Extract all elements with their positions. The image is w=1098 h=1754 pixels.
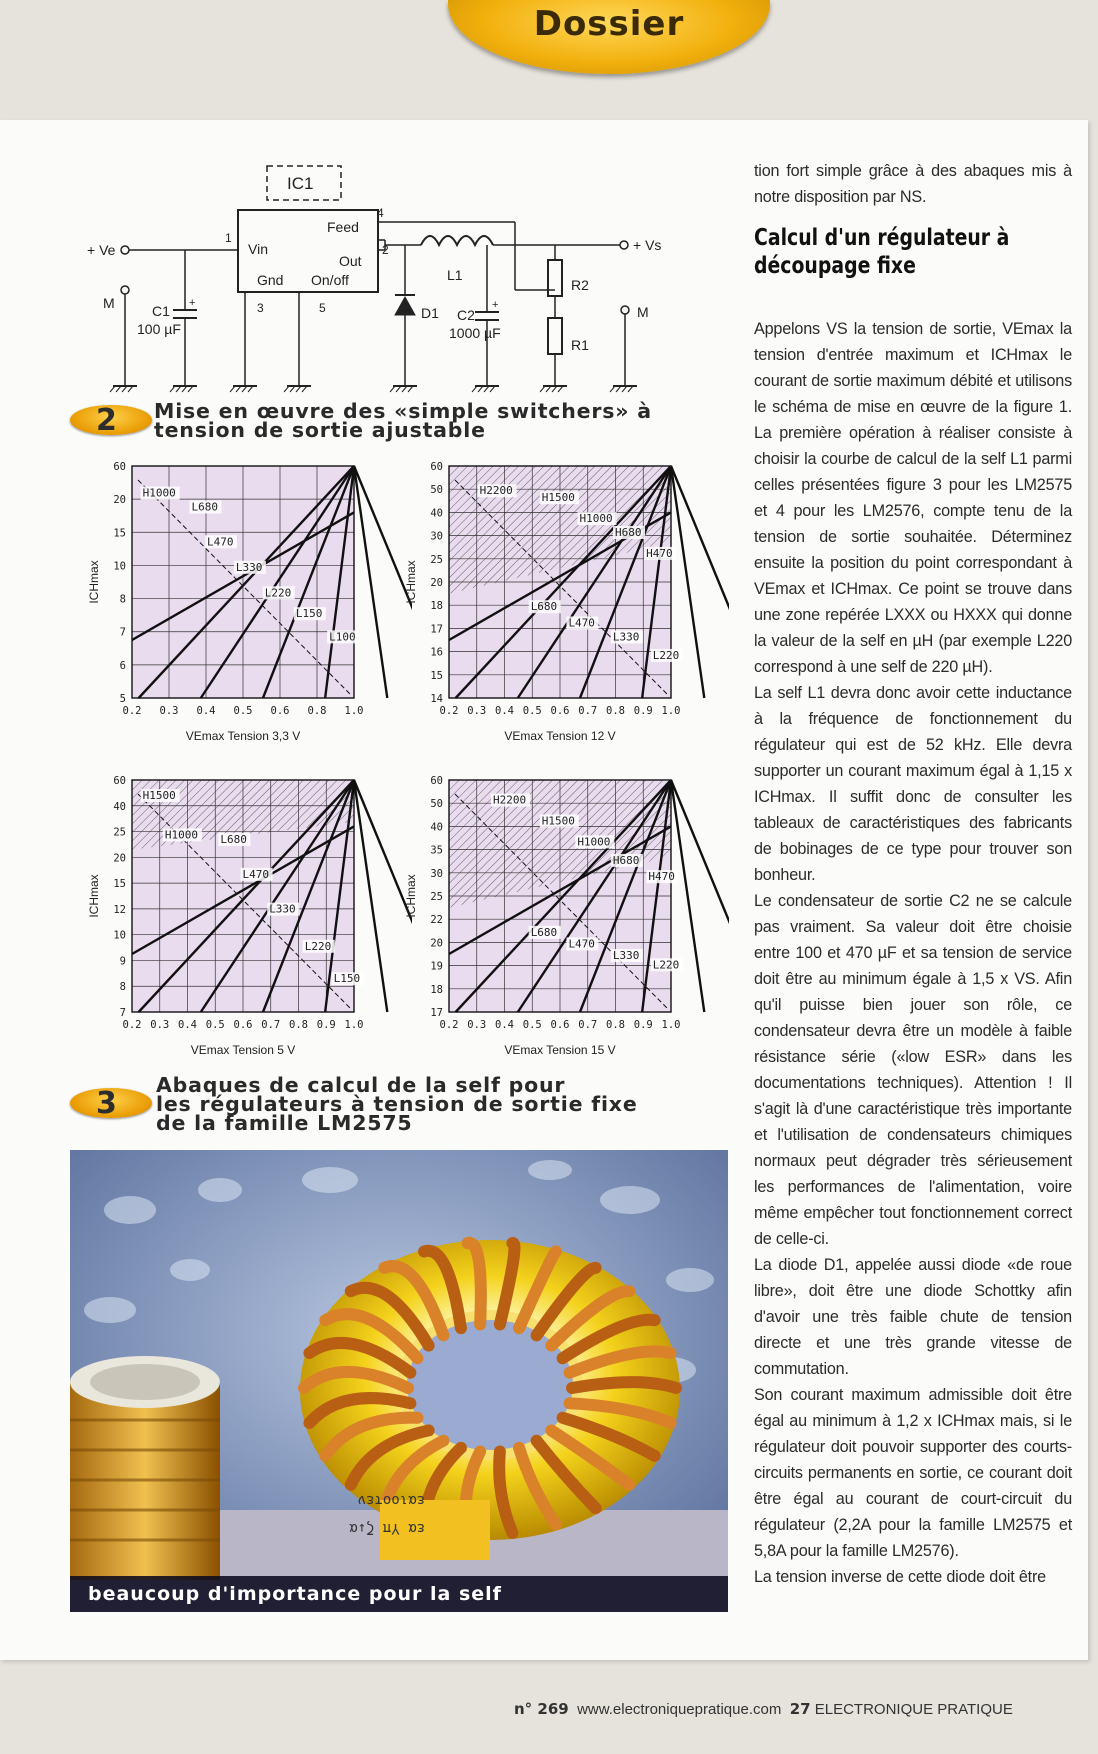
paragraph-4: La diode D1, appelée aussi diode «de roue libre», doit être une diode Schottky afin d'avoir une très faible chute de tension directe et une très grande vitesse de commutation. <box>754 1256 1072 1378</box>
title-line1: Calcul d'un régulateur à <box>754 225 1010 251</box>
article-body <box>754 316 1072 1590</box>
pin1-number: 1 <box>225 231 232 245</box>
chart-12v <box>403 454 729 754</box>
x-tick-label: 0.7 <box>578 705 598 717</box>
y-tick-label: 20 <box>113 494 126 507</box>
figure3-caption <box>156 1073 638 1135</box>
x-tick-label: 0.7 <box>578 1019 598 1031</box>
footer-url: www.electroniquepratique.com <box>577 1701 782 1718</box>
photo-caption: beaucoup d'importance pour la self <box>70 1576 728 1612</box>
y-tick-label: 17 <box>430 623 443 636</box>
zone-label: L470 <box>207 535 234 549</box>
chart-3v3 <box>86 454 412 754</box>
x-tick-label: 0.4 <box>495 1019 514 1031</box>
y-axis-title: ICHmax <box>87 874 101 918</box>
x-tick-label: 0.2 <box>439 1019 459 1031</box>
x-tick-label: 0.6 <box>270 705 290 717</box>
y-tick-label: 7 <box>119 626 126 639</box>
pin-gnd-label: Gnd <box>257 272 284 288</box>
paragraph-6: La tension inverse de cette diode doit être <box>754 1568 1046 1586</box>
pin5-number: 5 <box>319 301 326 315</box>
zone-label: L150 <box>333 972 361 986</box>
component-marking-1: εαιοοτεν <box>357 1492 425 1508</box>
y-tick-label: 30 <box>430 867 443 880</box>
y-tick-label: 25 <box>430 891 443 903</box>
x-tick-label: 1.0 <box>661 1019 681 1031</box>
y-tick-label: 35 <box>430 844 443 857</box>
y-tick-label: 8 <box>119 981 126 994</box>
y-tick-label: 20 <box>113 852 126 865</box>
zone-label: H680 <box>612 853 640 867</box>
c2-plus: + <box>492 299 499 311</box>
zone-label: L220 <box>652 958 680 972</box>
zone-label: L220 <box>304 939 332 953</box>
y-axis-title: ICHmax <box>404 560 418 604</box>
x-tick-label: 1.0 <box>344 705 364 717</box>
paragraph-5: Son courant maximum admissible doit être égal au minimum à 1,2 x ICHmax mais, si le régulateur doit pouvoir supporter des courts-circuits permanents en sortie, ce courant doit être égal au courant de court-circuit du régulateur (2,2A pour la famille LM2575 et 5,8A pour la famille LM2576). <box>754 1386 1072 1560</box>
title-line2: découpage fixe <box>754 253 916 279</box>
y-tick-label: 6 <box>119 659 126 672</box>
x-tick-label: 0.4 <box>495 705 514 717</box>
zone-label: L330 <box>235 560 263 574</box>
y-tick-label: 40 <box>430 821 443 834</box>
article-intro <box>754 158 1072 210</box>
zone-label: L330 <box>269 902 296 916</box>
zone-label: L220 <box>264 586 292 600</box>
x-tick-label: 0.8 <box>307 705 327 717</box>
x-tick-label: 0.9 <box>633 1019 653 1031</box>
zone-label: L150 <box>295 607 323 621</box>
inductor-photo <box>70 1150 728 1612</box>
y-tick-label: 30 <box>430 530 443 543</box>
regulator-schematic <box>85 160 735 400</box>
y-tick-label: 40 <box>430 507 443 520</box>
toroid-illustration <box>70 1150 728 1612</box>
x-tick-label: 0.9 <box>633 705 653 717</box>
y-tick-label: 60 <box>113 775 126 787</box>
zone-label: H2200 <box>479 484 513 498</box>
x-tick-label: 0.8 <box>289 1019 308 1031</box>
y-tick-label: 25 <box>430 553 443 566</box>
y-axis-title: ICHmax <box>404 874 418 918</box>
y-tick-label: 18 <box>430 983 443 996</box>
zone-label: L680 <box>530 925 558 939</box>
figure2-caption <box>154 399 652 442</box>
figure3-caption-line1: Abaques de calcul de la self pour <box>156 1073 566 1097</box>
c2-name: C2 <box>457 307 475 323</box>
pin-out-label: Out <box>339 253 362 269</box>
y-tick-label: 19 <box>430 960 443 973</box>
figure2-caption-line1: Mise en œuvre des «simple switchers» à <box>154 399 652 423</box>
y-tick-label: 5 <box>119 693 126 705</box>
ve-label: + Ve <box>87 242 116 258</box>
c2-value: 1000 µF <box>449 325 501 341</box>
c1-value: 100 µF <box>137 321 181 337</box>
figure2-number: 2 <box>96 403 117 438</box>
x-tick-label: 1.0 <box>344 1019 364 1031</box>
y-tick-label: 22 <box>430 914 443 927</box>
x-tick-label: 0.3 <box>467 1019 487 1031</box>
x-tick-label: 0.3 <box>467 705 487 717</box>
x-tick-label: 0.6 <box>233 1019 253 1031</box>
x-tick-label: 1.0 <box>661 705 681 717</box>
component-marking-2: εα Υπ ζ↓α <box>349 1520 425 1536</box>
footer-page: 27 <box>789 1700 811 1718</box>
chart-5v <box>86 768 412 1068</box>
zone-label: H1000 <box>164 828 198 842</box>
zone-label: L680 <box>220 833 247 847</box>
m-right-label: M <box>637 304 649 320</box>
c1-plus: + <box>189 297 196 309</box>
y-tick-label: 50 <box>430 484 443 497</box>
y-tick-label: 15 <box>430 669 443 682</box>
pin4-number: 4 <box>377 206 384 220</box>
x-tick-label: 0.2 <box>122 705 142 717</box>
zone-label: H470 <box>648 870 675 884</box>
y-tick-label: 60 <box>113 461 126 473</box>
winding-turn <box>572 1382 676 1388</box>
x-tick-label: 0.3 <box>150 1019 170 1031</box>
zone-label: L220 <box>652 648 680 662</box>
zone-label: H1500 <box>541 491 575 505</box>
x-tick-label: 0.6 <box>550 1019 570 1031</box>
zone-label: H1000 <box>579 512 613 526</box>
y-tick-label: 16 <box>430 646 443 659</box>
figure3-caption-line3: de la famille LM2575 <box>156 1111 413 1135</box>
y-tick-label: 14 <box>430 693 443 705</box>
x-tick-label: 0.5 <box>205 1019 225 1031</box>
zone-boundary <box>354 466 387 698</box>
figure2-number-badge <box>70 403 152 438</box>
y-tick-label: 8 <box>119 593 126 606</box>
x-tick-label: 0.2 <box>439 705 459 717</box>
pin-onoff-label: On/off <box>311 272 349 288</box>
chart-15v <box>403 768 729 1068</box>
x-tick-label: 0.6 <box>550 705 570 717</box>
figure3-number-badge <box>70 1086 152 1121</box>
y-tick-label: 10 <box>113 560 126 573</box>
zone-label: L680 <box>530 600 558 614</box>
y-tick-label: 7 <box>119 1007 126 1019</box>
zone-boundary <box>671 466 704 698</box>
zone-label: H2200 <box>492 793 527 807</box>
zone-label: H1000 <box>142 486 176 500</box>
section-label: Dossier <box>533 4 685 44</box>
zone-label: H1000 <box>577 835 611 849</box>
y-tick-label: 9 <box>119 955 126 968</box>
ic1-label: IC1 <box>287 174 314 193</box>
x-tick-label: 0.5 <box>233 705 253 717</box>
zone-label: H1500 <box>142 788 176 802</box>
paragraph-2: La self L1 devra donc avoir cette inductance à la fréquence de fonctionnement du régulateur qui est de 52 kHz. Elle devra supporter un courant maximum égal à 1,15 x ICHmax. Il suffit donc de consulter les tableaux de caractéristiques des fabricants de bobinages de ce type pour trouver son bonheur. <box>754 684 1072 884</box>
paragraph-3: Le condensateur de sortie C2 ne se calcule pas vraiment. Sa valeur doit être choisie entre 100 et 470 µF et sa tension de service doit être au minimum égale à 1,5 x VS. Afin qu'il puisse bien jouer son rôle, ce condensateur devra être un modèle à faible résistance série («low ESR» dans les documentations techniques). Attention ! Il s'agit là d'une caractéristique très importante et l'utilisation de condensateurs chimiques normaux peut dégrader très sérieusement les performances de l'alimentation, voire même empêcher tout fonctionnement correct de celle-ci. <box>754 892 1072 1248</box>
x-axis-title: VEmax Tension 3,3 V <box>185 729 301 743</box>
zone-label: H1500 <box>541 814 575 828</box>
zone-label: L330 <box>612 949 640 963</box>
x-tick-label: 0.8 <box>606 705 625 717</box>
x-tick-label: 0.4 <box>196 705 216 717</box>
x-tick-label: 0.2 <box>122 1019 142 1031</box>
x-tick-label: 0.8 <box>606 1019 625 1031</box>
zone-boundary <box>671 780 704 1012</box>
pin-vin-label: Vin <box>248 241 268 257</box>
y-tick-label: 15 <box>113 527 126 540</box>
y-axis-title: ICHmax <box>87 560 101 604</box>
intro-paragraph: tion fort simple grâce à des abaques mis à notre disposition par NS. <box>754 162 1072 206</box>
figure3-number: 3 <box>96 1086 117 1121</box>
page-footer <box>514 1700 1013 1718</box>
d1-label: D1 <box>421 305 439 321</box>
x-tick-label: 0.4 <box>178 1019 197 1031</box>
x-axis-title: VEmax Tension 12 V <box>504 729 616 743</box>
x-tick-label: 0.9 <box>316 1019 336 1031</box>
r2-label: R2 <box>571 277 589 293</box>
y-tick-label: 25 <box>113 826 126 839</box>
figure3-caption-line2: les régulateurs à tension de sortie fixe <box>156 1092 638 1116</box>
y-tick-label: 15 <box>113 878 126 891</box>
y-tick-label: 20 <box>430 937 443 950</box>
article-title <box>754 224 1015 280</box>
zone-label: L100 <box>329 630 356 644</box>
section-tab <box>448 0 770 74</box>
zone-label: L330 <box>612 630 640 644</box>
y-tick-label: 50 <box>430 798 443 811</box>
pin-feed-label: Feed <box>327 219 359 235</box>
c1-name: C1 <box>152 303 170 319</box>
figure2-caption-line2: tension de sortie ajustable <box>154 418 486 442</box>
footer-magazine: ELECTRONIQUE PRATIQUE <box>814 1701 1013 1718</box>
x-tick-label: 0.5 <box>522 705 542 717</box>
zone-label: L470 <box>568 937 595 951</box>
y-tick-label: 10 <box>113 929 126 942</box>
x-axis-title: VEmax Tension 5 V <box>190 1043 296 1057</box>
vs-label: + Vs <box>633 237 662 253</box>
l1-label: L1 <box>447 267 463 283</box>
x-tick-label: 0.3 <box>159 705 179 717</box>
y-tick-label: 60 <box>430 775 443 787</box>
zone-label: H470 <box>646 546 673 560</box>
footer-issue: n° 269 <box>514 1700 569 1718</box>
pin2-number: 2 <box>382 243 389 257</box>
m-left-label: M <box>103 295 115 311</box>
x-axis-title: VEmax Tension 15 V <box>504 1043 616 1057</box>
zone-label: L680 <box>191 500 218 514</box>
y-tick-label: 17 <box>430 1007 443 1019</box>
r1-label: R1 <box>571 337 589 353</box>
y-tick-label: 40 <box>113 800 126 813</box>
zone-label: H680 <box>615 526 642 539</box>
zone-label: L470 <box>242 867 270 881</box>
pin3-number: 3 <box>257 301 264 315</box>
y-tick-label: 12 <box>113 903 126 916</box>
y-tick-label: 20 <box>430 577 443 589</box>
paragraph-1: Appelons VS la tension de sortie, VEmax la tension d'entrée maximum et ICHmax le courant de sortie maximum débité et utilisons le schéma de mise en œuvre de la figure 1. La première opération à réaliser consiste à choisir la courbe de calcul de la self L1 parmi celles présentées figure 3 pour les LM2575 et 4 pour les LM2576, compte tenu de la tension de sortie souhaitée. Déterminez ensuite la position du point correspondant à VEmax et ICHmax. Ce point se trouve dans une zone repérée LXXX ou HXXX qui donne la valeur de la self en µH (par exemple L220 correspond à une self de 220 µH). <box>754 320 1072 676</box>
x-tick-label: 0.7 <box>261 1019 281 1031</box>
y-tick-label: 18 <box>430 600 443 613</box>
y-tick-label: 60 <box>430 461 443 473</box>
zone-label: L470 <box>568 616 595 630</box>
x-tick-label: 0.5 <box>522 1019 542 1031</box>
